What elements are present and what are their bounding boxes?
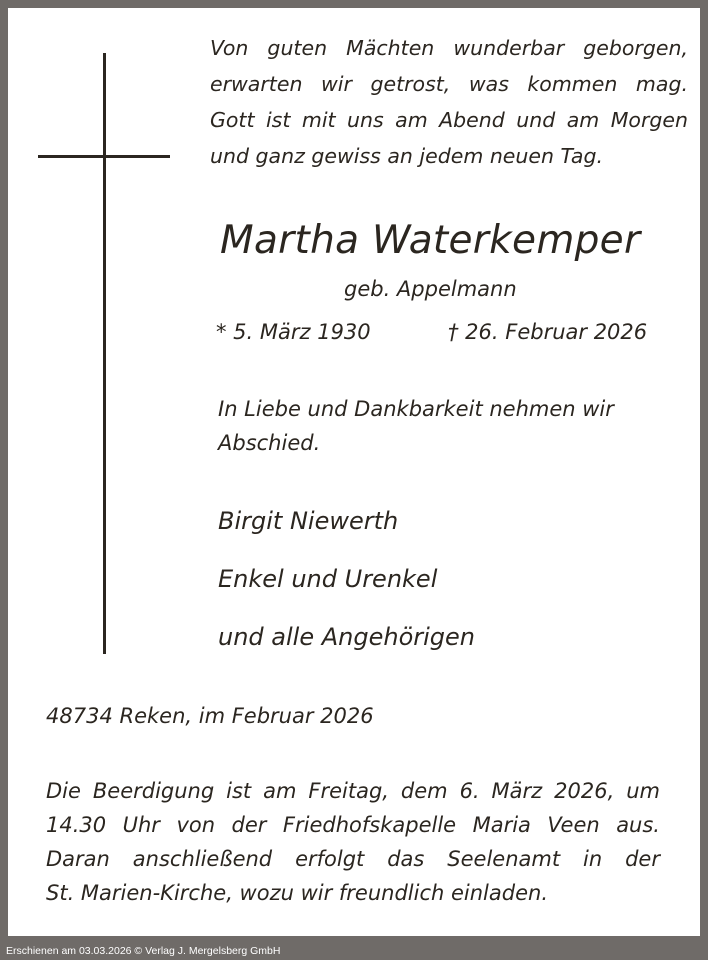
publication-footer: Erschienen am 03.03.2026 © Verlag J. Mergelsberg GmbH — [6, 945, 281, 957]
poem-line: und ganz gewiss an jedem neuen Tag. — [210, 144, 603, 168]
death-date: † 26. Februar 2026 — [448, 320, 648, 344]
deceased-name: Martha Waterkemper — [220, 218, 641, 263]
farewell-line: In Liebe und Dankbarkeit nehmen wir — [218, 397, 614, 421]
poem-line: Von guten Mächten wunderbar geborgen, — [210, 36, 688, 60]
cross-horizontal-bar — [38, 155, 170, 158]
birth-name: geb. Appelmann — [344, 277, 517, 301]
obituary-card — [8, 8, 700, 936]
signatory: und alle Angehörigen — [218, 623, 475, 651]
funeral-line: 14.30 Uhr von der Friedhofskapelle Maria Veen aus. — [46, 813, 660, 837]
farewell-text — [218, 392, 614, 460]
signatory: Birgit Niewerth — [218, 507, 399, 535]
funeral-notice — [46, 774, 660, 910]
poem-line: Gott ist mit uns am Abend und am Morgen — [210, 108, 688, 132]
signatory: Enkel und Urenkel — [218, 565, 438, 593]
funeral-line: St. Marien-Kirche, wozu wir freundlich einladen. — [46, 881, 548, 905]
place-date: 48734 Reken, im Februar 2026 — [46, 704, 374, 728]
birth-date: * 5. März 1930 — [216, 320, 371, 344]
funeral-line: Daran anschließend erfolgt das Seelenamt in der — [46, 847, 660, 871]
cross-vertical-bar — [103, 53, 106, 654]
funeral-line: Die Beerdigung ist am Freitag, dem 6. März 2026, um — [46, 779, 660, 803]
poem — [210, 30, 688, 174]
farewell-line: Abschied. — [218, 431, 321, 455]
poem-line: erwarten wir getrost, was kommen mag. — [210, 72, 688, 96]
